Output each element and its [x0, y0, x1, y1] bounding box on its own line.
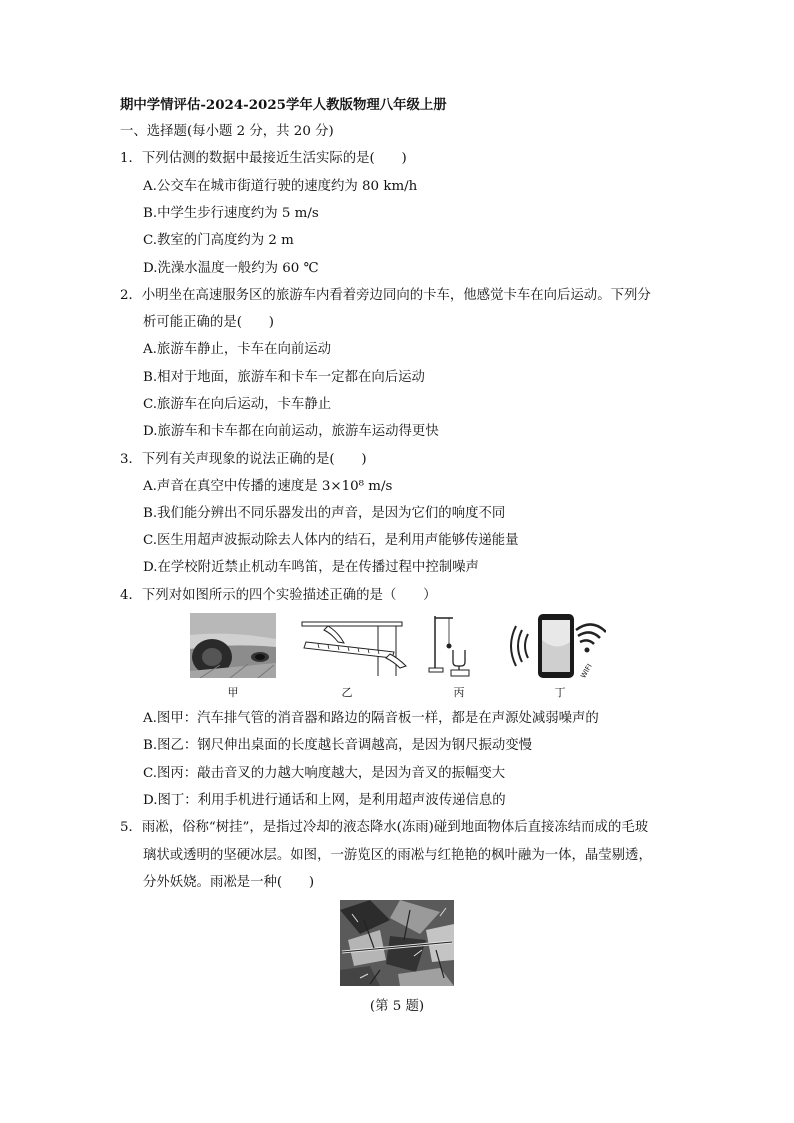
question-3-option-c: C.医生用超声波振动除去人体内的结石，是利用声能够传递能量 — [143, 533, 519, 548]
question-3-option-b: B.我们能分辨出不同乐器发出的声音，是因为它们的响度不同 — [143, 506, 506, 521]
figure-ding-phone-wifi — [510, 612, 606, 680]
question-2-stem-line-2: 析可能正确的是( ) — [143, 315, 274, 330]
question-2-option-d: D.旅游车和卡车都在向前运动，旅游车运动得更快 — [143, 424, 439, 439]
question-1-option-a: A.公交车在城市街道行驶的速度约为 80 km/h — [143, 179, 418, 194]
figure-5-caption: (第 5 题) — [369, 999, 425, 1014]
figure-5-rime-ice-photo — [340, 900, 454, 986]
question-3-stem: 3．下列有关声现象的说法正确的是( ) — [120, 452, 367, 467]
figure-bing-tuning-fork — [425, 612, 495, 678]
question-1-option-c: C.教室的门高度约为 2 m — [143, 233, 294, 248]
figure-label-yi: 乙 — [341, 686, 353, 699]
figure-jia-car-exhaust-photo — [190, 613, 276, 678]
question-4-option-a: A.图甲：汽车排气管的消音器和路边的隔音板一样，都是在声源处减弱噪声的 — [143, 711, 599, 726]
question-3-option-a: A.声音在真空中传播的速度是 3×10⁸ m/s — [143, 479, 393, 494]
question-2-option-a: A.旅游车静止，卡车在向前运动 — [143, 342, 332, 357]
question-4-option-d: D.图丁：利用手机进行通话和上网，是利用超声波传递信息的 — [143, 793, 506, 808]
question-4-stem: 4．下列对如图所示的四个实验描述正确的是（ ） — [120, 588, 437, 603]
question-1-stem: 1．下列估测的数据中最接近生活实际的是( ) — [120, 151, 407, 166]
figure-label-bing: 丙 — [453, 686, 465, 699]
question-1-option-b: B.中学生步行速度约为 5 m/s — [143, 206, 319, 221]
question-4-option-b: B.图乙：钢尺伸出桌面的长度越长音调越高，是因为钢尺振动变慢 — [143, 738, 533, 753]
question-3-option-d: D.在学校附近禁止机动车鸣笛，是在传播过程中控制噪声 — [143, 560, 479, 575]
question-2-stem-line-1: 2．小明坐在高速服务区的旅游车内看着旁边同向的卡车，他感觉卡车在向后运动。下列分 — [120, 288, 651, 303]
wifi-label: WIFI — [579, 662, 594, 680]
question-5-stem-line-3: 分外妖娆。雨凇是一种( ) — [143, 875, 315, 890]
document-title: 期中学情评估-2024-2025学年人教版物理八年级上册 — [120, 97, 447, 113]
question-5-stem-line-1: 5．雨凇，俗称“树挂”，是指过冷却的液态降水(冻雨)碰到地面物体后直接冻结而成的毛玻 — [120, 820, 649, 835]
question-5-stem-line-2: 璃状或透明的坚硬冰层。如图，一游览区的雨凇与红艳艳的枫叶融为一体，晶莹剔透， — [143, 848, 652, 863]
figure-label-ding: 丁 — [554, 686, 566, 699]
figure-yi-ruler-on-table — [298, 612, 408, 678]
section-heading: 一、选择题(每小题 2 分，共 20 分) — [120, 124, 334, 139]
question-1-option-d: D.洗澡水温度一般约为 60 ℃ — [143, 261, 319, 276]
question-2-option-b: B.相对于地面，旅游车和卡车一定都在向后运动 — [143, 370, 425, 385]
question-4-option-c: C.图丙：敲击音叉的力越大响度越大，是因为音叉的振幅变大 — [143, 766, 506, 781]
question-2-option-c: C.旅游车在向后运动，卡车静止 — [143, 397, 332, 412]
figure-label-jia: 甲 — [227, 686, 239, 699]
